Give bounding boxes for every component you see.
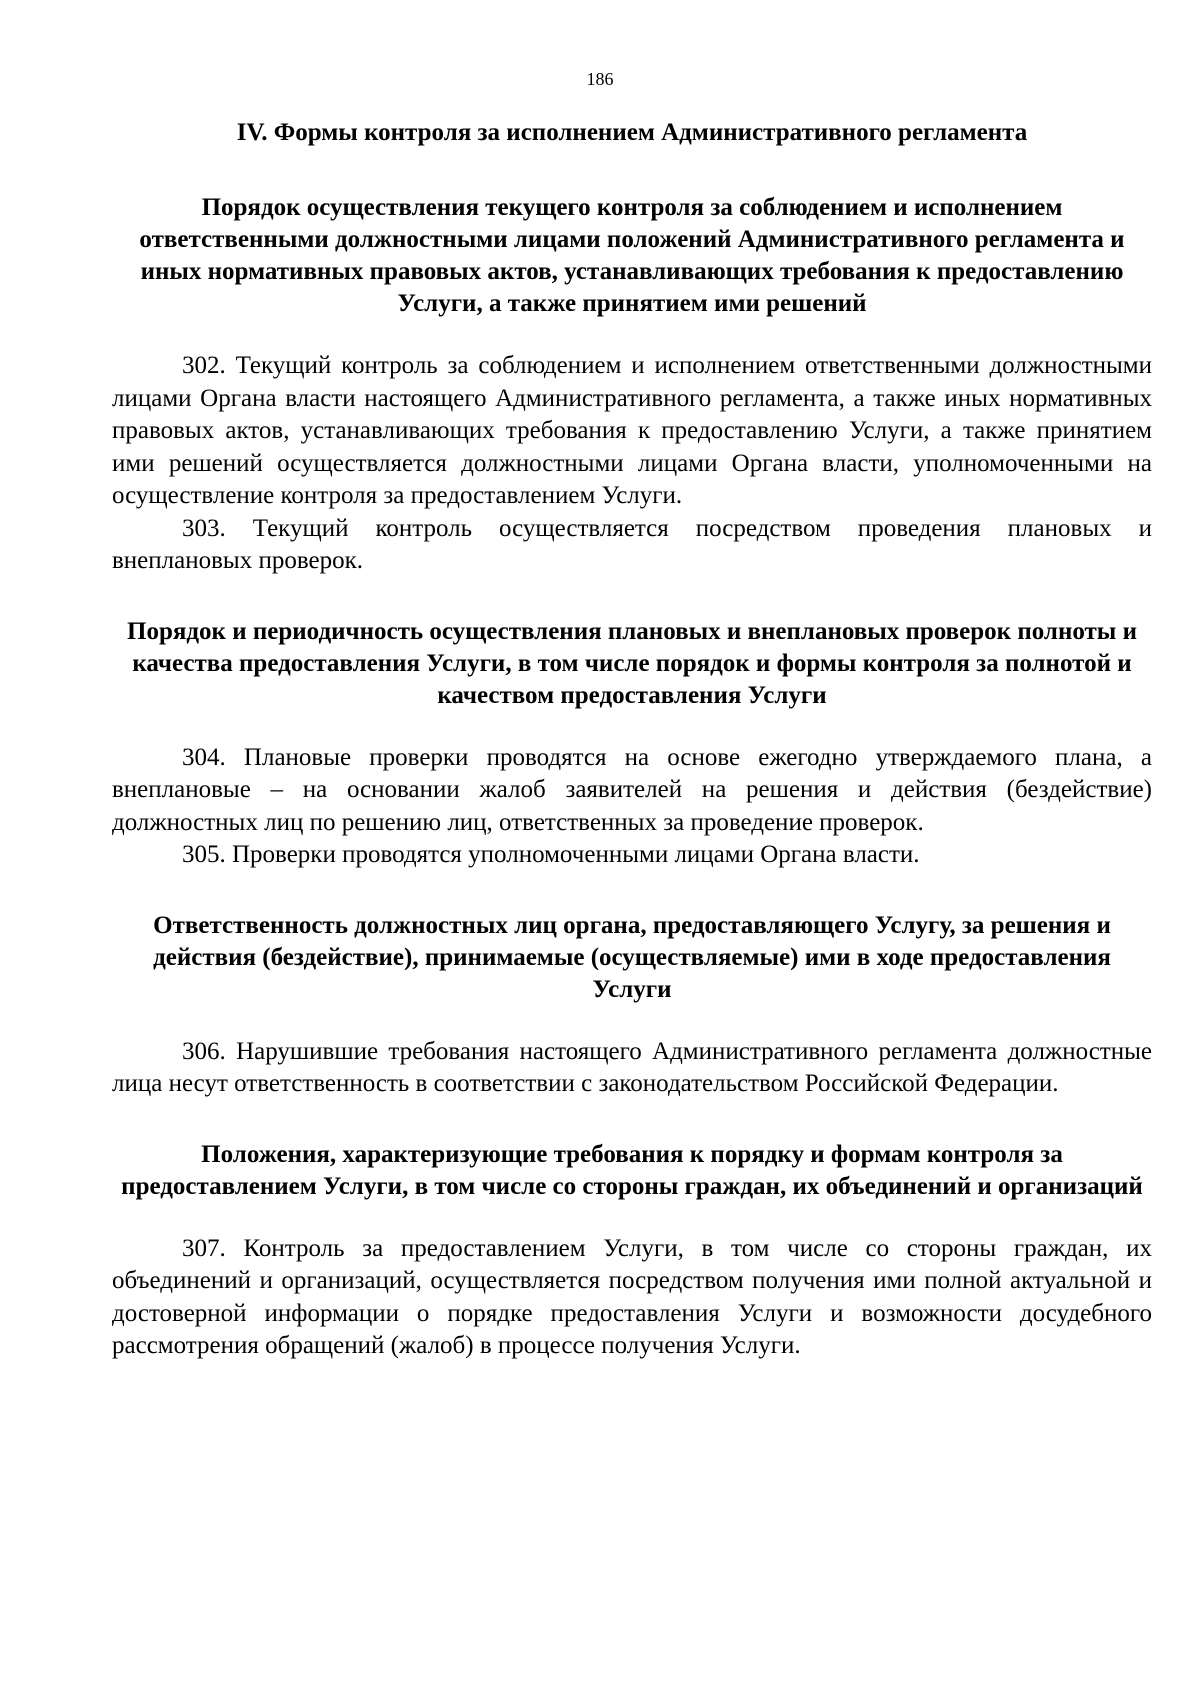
paragraph-305: 305. Проверки проводятся уполномоченными лицами Органа власти. <box>182 841 920 868</box>
subheading-responsibility: Ответственность должностных лиц органа, предоставляющего Услугу, за решения и действия (бездействие), принимаемые (осуществляемые) ими в ходе предоставления Услуги <box>153 911 1111 1003</box>
paragraph-302: 302. Текущий контроль за соблюдением и исполнением ответственными должностными лицами Органа власти настоящего Административного регламента, а также иных нормативных правовых актов, устанавливающих требования к предоставлению Услуги, а также принятием ими решений осуществляется должностными лицами Органа власти, уполномоченными на осуществление контроля за предоставлением Услуги. <box>112 352 1152 509</box>
subheading-public-control: Положения, характеризующие требования к порядку и формам контроля за предоставлением Услуги, в том числе со стороны граждан, их объединений и организаций <box>121 1140 1143 1200</box>
section-title: IV. Формы контроля за исполнением Административного регламента <box>236 119 1028 146</box>
section-current-control <box>112 192 1152 578</box>
paragraph-306: 306. Нарушившие требования настоящего Административного регламента должностные лица несут ответственность в соответствии с законодательством Российской Федерации. <box>112 1037 1152 1097</box>
page-number: 186 <box>586 69 614 89</box>
subheading-current-control: Порядок осуществления текущего контроля за соблюдением и исполнением ответственными должностными лицами положений Административного регламента и иных нормативных правовых актов, устанавливающих требования к предоставлению Услуги, а также принятием ими решений <box>139 194 1125 317</box>
paragraph-304: 304. Плановые проверки проводятся на основе ежегодно утверждаемого плана, а внеплановые – на основании жалоб заявителей на решения и действия (бездействие) должностных лиц по решению лиц, ответственных за проведение проверок. <box>112 743 1152 836</box>
section-inspections <box>112 616 1152 872</box>
subheading-inspections: Порядок и периодичность осуществления плановых и внеплановых проверок полноты и качества предоставления Услуги, в том числе порядок и формы контроля за полнотой и качеством предоставления Услуги <box>127 617 1137 709</box>
paragraph-307: 307. Контроль за предоставлением Услуги, в том числе со стороны граждан, их объединений и организаций, осуществляется посредством получения ими полной актуальной и достоверной информации о порядке предоставления Услуги и возможности досудебного рассмотрения обращений (жалоб) в процессе получения Услуги. <box>112 1234 1152 1359</box>
document-body <box>112 118 1152 1401</box>
paragraph-303: 303. Текущий контроль осуществляется посредством проведения плановых и внеплановых проверок. <box>112 514 1152 574</box>
section-public-control <box>112 1139 1152 1363</box>
section-responsibility <box>112 910 1152 1101</box>
